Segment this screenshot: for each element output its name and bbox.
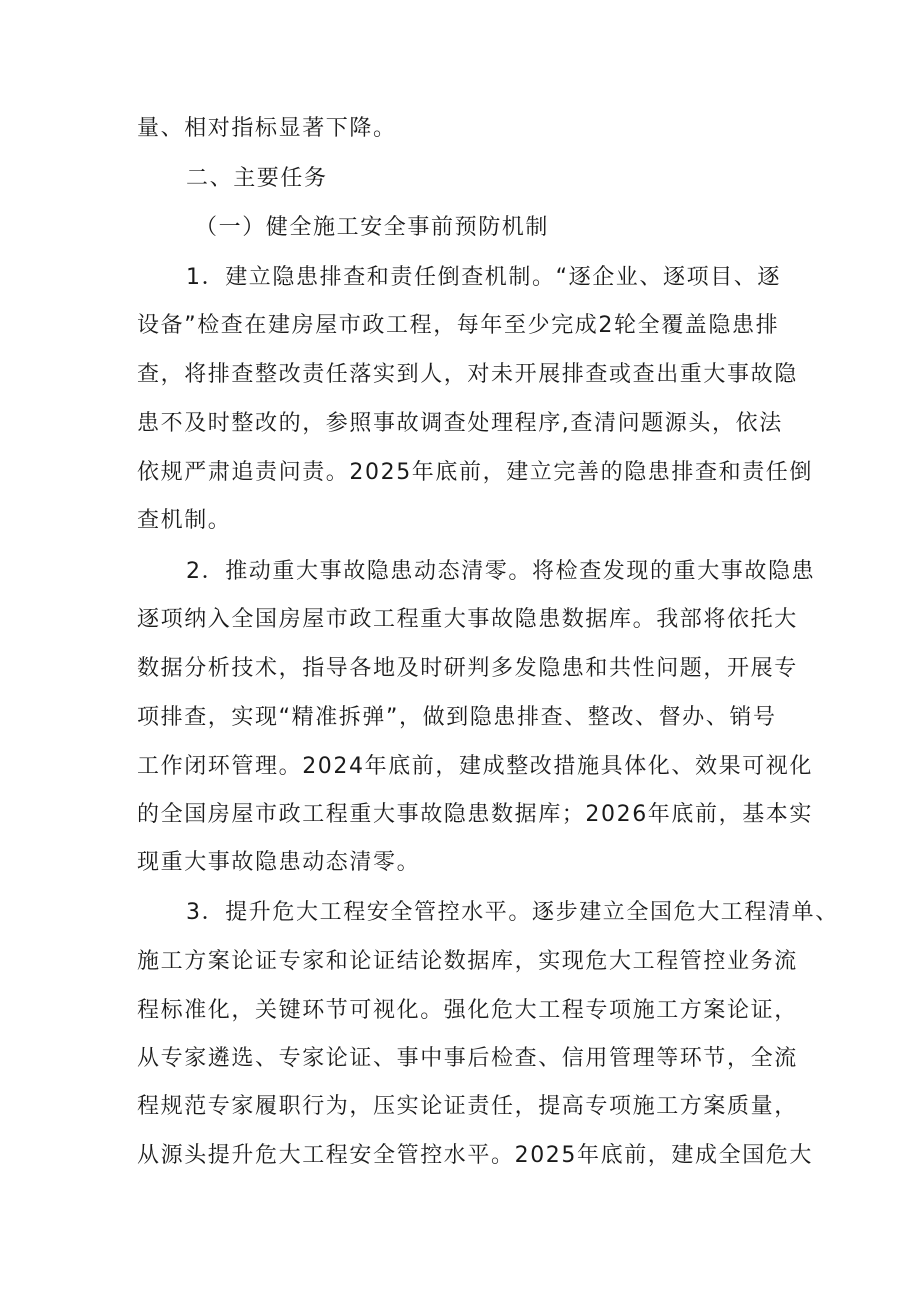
text-line: 从源头提升危大工程安全管控水平。2025年底前，建成全国危大 xyxy=(137,1143,813,1168)
section-heading: 二、主要任务 xyxy=(186,166,328,191)
text-line: 设备”检查在建房屋市政工程，每年至少完成2轮全覆盖隐患排 xyxy=(137,313,780,338)
text-line: 现重大事故隐患动态清零。 xyxy=(137,850,421,875)
text-line: 3．提升危大工程安全管控水平。逐步建立全国危大工程清单、 xyxy=(186,900,839,925)
text-line: 查机制。 xyxy=(137,508,232,533)
text-line: 施工方案论证专家和论证结论数据库，实现危大工程管控业务流 xyxy=(137,949,798,974)
subsection-heading: （一）健全施工安全事前预防机制 xyxy=(195,215,550,240)
text-line: 项排查，实现“精准拆弹”，做到隐患排查、整改、督办、销号 xyxy=(137,705,777,730)
text-line: 2．推动重大事故隐患动态清零。将检查发现的重大事故隐患 xyxy=(186,559,816,584)
text-line: 程标准化，关键环节可视化。强化危大工程专项施工方案论证， xyxy=(137,998,798,1023)
text-line: 量、相对指标显著下降。 xyxy=(137,116,397,141)
text-line: 查，将排查整改责任落实到人，对未开展排查或查出重大事故隐 xyxy=(137,362,798,387)
text-line: 数据分析技术，指导各地及时研判多发隐患和共性问题，开展专 xyxy=(137,656,798,681)
text-line: 程规范专家履职行为，压实论证责任，提高专项施工方案质量， xyxy=(137,1094,798,1119)
text-line: 1．建立隐患排查和责任倒查机制。“逐企业、逐项目、逐 xyxy=(186,265,781,290)
text-line: 依规严肃追责问责。2025年底前，建立完善的隐患排查和责任倒 xyxy=(137,460,813,485)
text-line: 逐项纳入全国房屋市政工程重大事故隐患数据库。我部将依托大 xyxy=(137,607,798,632)
text-line: 工作闭环管理。2024年底前，建成整改措施具体化、效果可视化 xyxy=(137,754,813,779)
text-line: 从专家遴选、专家论证、事中事后检查、信用管理等环节，全流 xyxy=(137,1046,798,1071)
text-line: 的全国房屋市政工程重大事故隐患数据库；2026年底前，基本实 xyxy=(137,802,813,827)
text-line: 患不及时整改的，参照事故调查处理程序,查清问题源头，依法 xyxy=(137,411,783,436)
